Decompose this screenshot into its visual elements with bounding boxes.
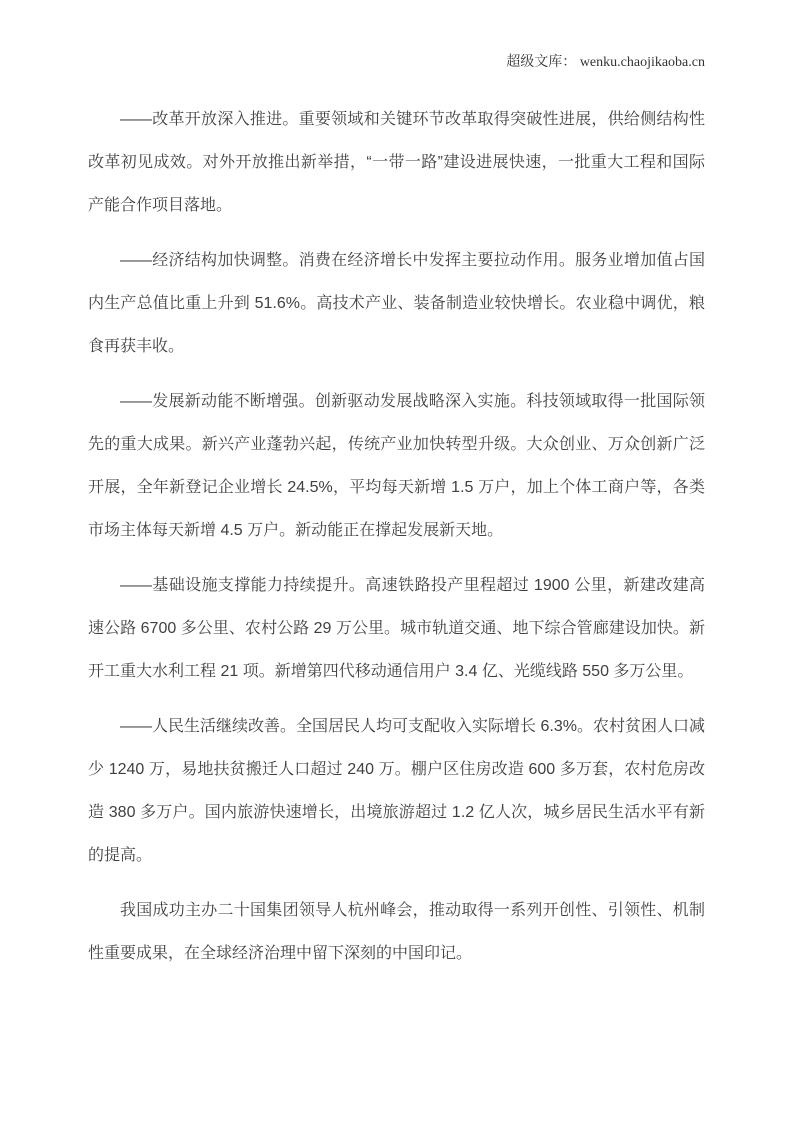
site-watermark — [506, 51, 705, 71]
document-paragraph-living-standards: ——人民生活继续改善。全国居民人均可支配收入实际增长 6.3%。农村贫困人口减少 1240 万，易地扶贫搬迁人口超过 240 万。棚户区住房改造 600 多万套，农村危房改造 380 多万户。国内旅游快速增长，出境旅游超过 1.2 亿人次，城乡居民生活水平有新的提高。 — [88, 718, 705, 864]
document-paragraph-new-growth-drivers: ——发展新动能不断增强。创新驱动发展战略深入实施。科技领域取得一批国际领先的重大成果。新兴产业蓬勃兴起，传统产业加快转型升级。大众创业、万众创新广泛开展，全年新登记企业增长 24.5%，平均每天新增 1.5 万户，加上个体工商户等，各类市场主体每天新增 4.5 万户。新动能正在撑起发展新天地。 — [88, 393, 705, 539]
document-paragraph-economic-structure: ——经济结构加快调整。消费在经济增长中发挥主要拉动作用。服务业增加值占国内生产总值比重上升到 51.6%。高技术产业、装备制造业较快增长。农业稳中调优，粮食再获丰收。 — [88, 252, 705, 355]
document-paragraph-reform: ——改革开放深入推进。重要领域和关键环节改革取得突破性进展，供给侧结构性改革初见成效。对外开放推出新举措，“一带一路”建设进展快速，一批重大工程和国际产能合作项目落地。 — [88, 111, 705, 214]
document-paragraph-infrastructure: ——基础设施支撑能力持续提升。高速铁路投产里程超过 1900 公里，新建改建高速公路 6700 多公里、农村公路 29 万公里。城市轨道交通、地下综合管廊建设加快。新开工重大水利工程 21 项。新增第四代移动通信用户 3.4 亿、光缆线路 550 多万公里。 — [88, 577, 705, 680]
site-watermark-url: wenku.chaojikaoba.cn — [579, 55, 705, 70]
document-paragraph-g20-summit: 我国成功主办二十国集团领导人杭州峰会，推动取得一系列开创性、引领性、机制性重要成果，在全球经济治理中留下深刻的中国印记。 — [88, 902, 705, 962]
site-watermark-label: 超级文库： — [506, 55, 577, 70]
